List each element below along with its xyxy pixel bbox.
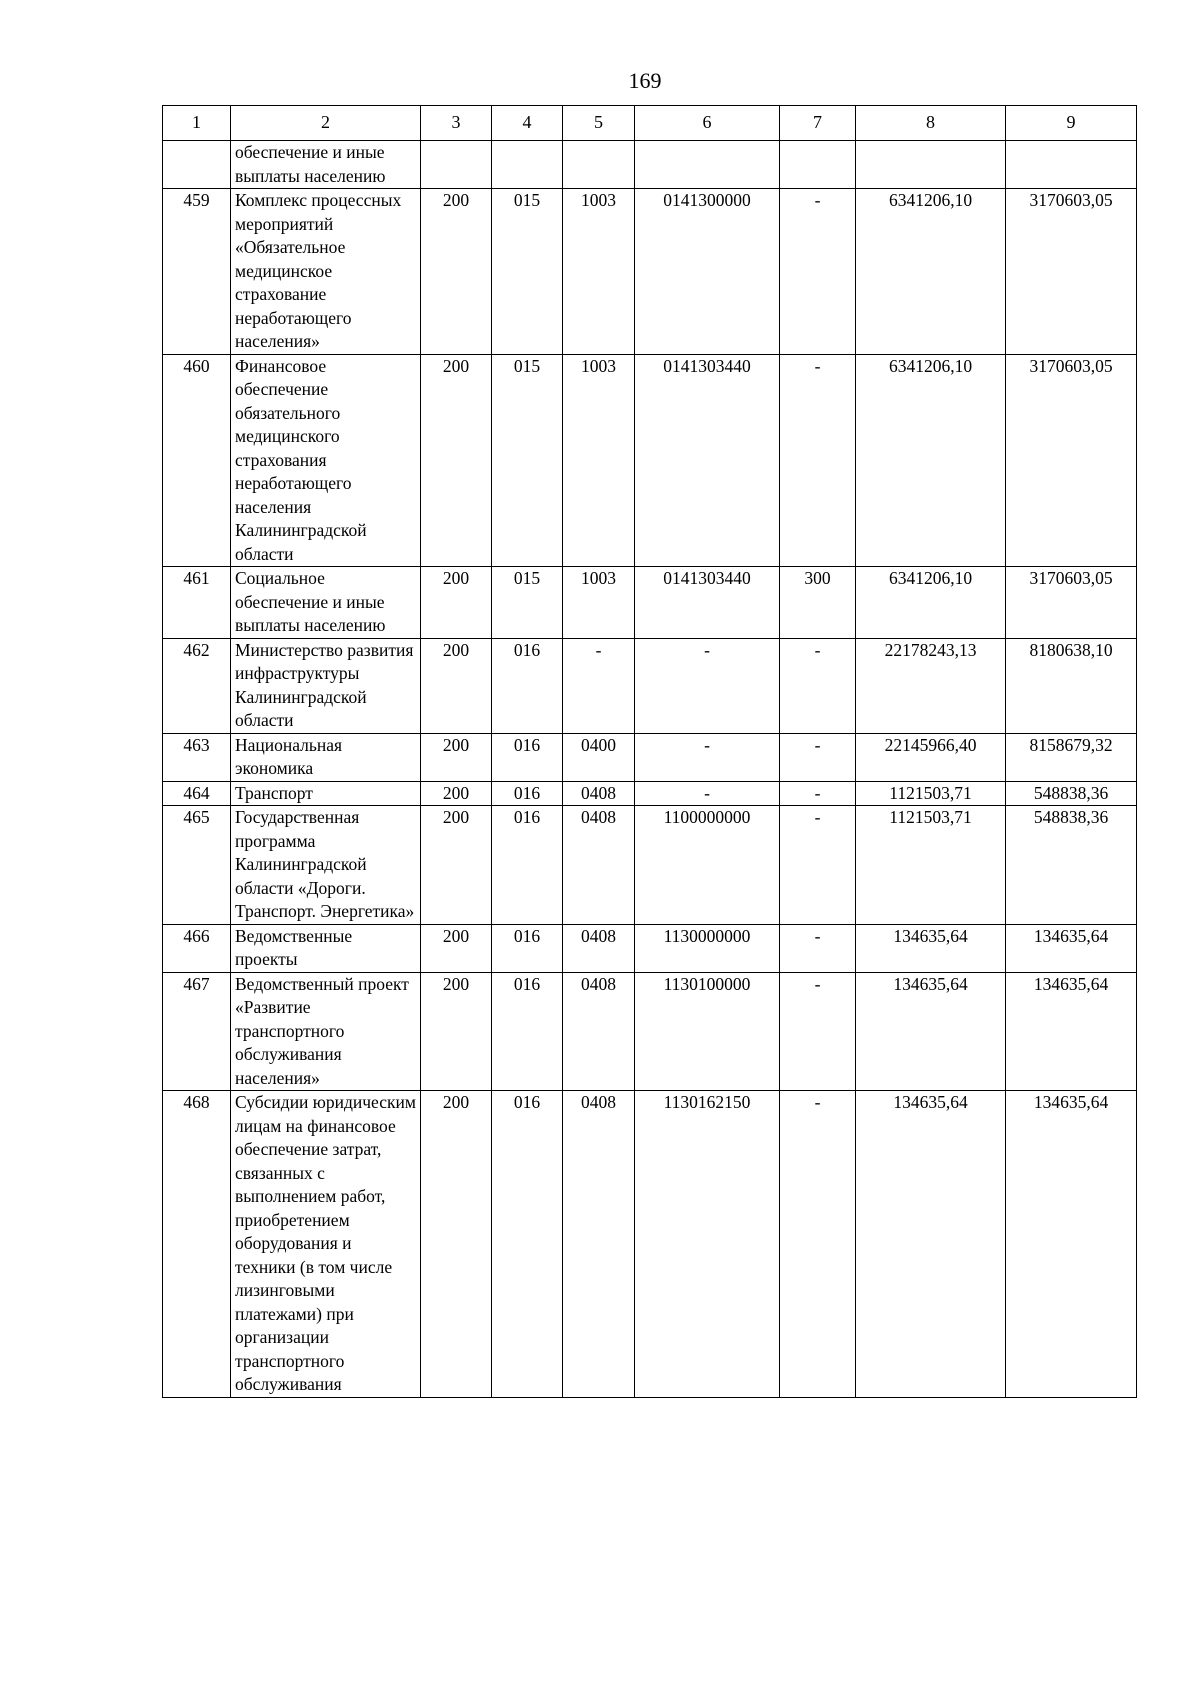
row-name: Транспорт xyxy=(231,781,421,806)
table-row xyxy=(163,924,1137,972)
row-name: Национальная экономика xyxy=(231,733,421,781)
col5-value xyxy=(563,141,635,189)
col7-value: 300 xyxy=(780,567,856,639)
column-header: 3 xyxy=(421,106,492,141)
col6-value: 0141303440 xyxy=(635,354,780,567)
table-row xyxy=(163,781,1137,806)
col5-value: 1003 xyxy=(563,567,635,639)
col9-value: 548838,36 xyxy=(1006,781,1137,806)
col6-value: 1100000000 xyxy=(635,806,780,925)
col5-value: 0408 xyxy=(563,972,635,1091)
col6-value: - xyxy=(635,733,780,781)
col4-value: 016 xyxy=(492,972,563,1091)
col9-value: 8158679,32 xyxy=(1006,733,1137,781)
col8-value: 6341206,10 xyxy=(856,189,1006,355)
row-number: 466 xyxy=(163,924,231,972)
col8-value: 134635,64 xyxy=(856,924,1006,972)
col5-value: 0408 xyxy=(563,1091,635,1398)
col6-value: 1130162150 xyxy=(635,1091,780,1398)
col9-value: 3170603,05 xyxy=(1006,189,1137,355)
table-row xyxy=(163,189,1137,355)
col6-value xyxy=(635,141,780,189)
col5-value: 0400 xyxy=(563,733,635,781)
col9-value: 8180638,10 xyxy=(1006,638,1137,733)
row-name: Ведомственные проекты xyxy=(231,924,421,972)
col3-value: 200 xyxy=(421,733,492,781)
column-header: 5 xyxy=(563,106,635,141)
table-row xyxy=(163,733,1137,781)
col4-value xyxy=(492,141,563,189)
col3-value: 200 xyxy=(421,638,492,733)
col4-value: 016 xyxy=(492,924,563,972)
column-header: 8 xyxy=(856,106,1006,141)
row-name: Государственная программа Калининградской области «Дороги. Транспорт. Энергетика» xyxy=(231,806,421,925)
col4-value: 015 xyxy=(492,189,563,355)
col3-value xyxy=(421,141,492,189)
col8-value: 22178243,13 xyxy=(856,638,1006,733)
col3-value: 200 xyxy=(421,189,492,355)
col9-value: 548838,36 xyxy=(1006,806,1137,925)
col9-value: 3170603,05 xyxy=(1006,567,1137,639)
col7-value: - xyxy=(780,638,856,733)
row-name: Ведомственный проект «Развитие транспортного обслуживания населения» xyxy=(231,972,421,1091)
col7-value: - xyxy=(780,1091,856,1398)
col3-value: 200 xyxy=(421,972,492,1091)
table-row xyxy=(163,141,1137,189)
col9-value: 134635,64 xyxy=(1006,1091,1137,1398)
col4-value: 016 xyxy=(492,781,563,806)
row-number: 467 xyxy=(163,972,231,1091)
col5-value: - xyxy=(563,638,635,733)
col7-value: - xyxy=(780,781,856,806)
col4-value: 016 xyxy=(492,1091,563,1398)
col7-value: - xyxy=(780,924,856,972)
row-number xyxy=(163,141,231,189)
row-number: 464 xyxy=(163,781,231,806)
col8-value: 6341206,10 xyxy=(856,567,1006,639)
row-name: Финансовое обеспечение обязательного медицинского страхования неработающего населения Калининградской области xyxy=(231,354,421,567)
row-name: Министерство развития инфраструктуры Калининградской области xyxy=(231,638,421,733)
col6-value: 1130100000 xyxy=(635,972,780,1091)
row-name: Комплекс процессных мероприятий «Обязательное медицинское страхование неработающего населения» xyxy=(231,189,421,355)
row-name: обеспечение и иные выплаты населению xyxy=(231,141,421,189)
col6-value: 1130000000 xyxy=(635,924,780,972)
page-number: 169 xyxy=(628,68,662,93)
col9-value: 3170603,05 xyxy=(1006,354,1137,567)
col3-value: 200 xyxy=(421,806,492,925)
col3-value: 200 xyxy=(421,924,492,972)
col4-value: 015 xyxy=(492,567,563,639)
column-header: 7 xyxy=(780,106,856,141)
col3-value: 200 xyxy=(421,354,492,567)
row-number: 463 xyxy=(163,733,231,781)
col8-value: 134635,64 xyxy=(856,1091,1006,1398)
row-number: 461 xyxy=(163,567,231,639)
col4-value: 016 xyxy=(492,638,563,733)
col6-value: 0141303440 xyxy=(635,567,780,639)
col8-value: 1121503,71 xyxy=(856,806,1006,925)
table-row xyxy=(163,972,1137,1091)
col8-value: 134635,64 xyxy=(856,972,1006,1091)
column-header: 9 xyxy=(1006,106,1137,141)
col5-value: 0408 xyxy=(563,781,635,806)
table-row xyxy=(163,638,1137,733)
column-header: 1 xyxy=(163,106,231,141)
table-row xyxy=(163,1091,1137,1398)
col3-value: 200 xyxy=(421,1091,492,1398)
col9-value xyxy=(1006,141,1137,189)
column-header: 2 xyxy=(231,106,421,141)
col9-value: 134635,64 xyxy=(1006,924,1137,972)
col5-value: 0408 xyxy=(563,924,635,972)
col7-value: - xyxy=(780,806,856,925)
table-row xyxy=(163,354,1137,567)
col3-value: 200 xyxy=(421,781,492,806)
col7-value xyxy=(780,141,856,189)
col7-value: - xyxy=(780,972,856,1091)
header-row xyxy=(163,106,1137,141)
table-row xyxy=(163,567,1137,639)
col4-value: 015 xyxy=(492,354,563,567)
col7-value: - xyxy=(780,189,856,355)
col7-value: - xyxy=(780,733,856,781)
col6-value: - xyxy=(635,638,780,733)
row-number: 468 xyxy=(163,1091,231,1398)
col5-value: 0408 xyxy=(563,806,635,925)
col4-value: 016 xyxy=(492,733,563,781)
col8-value: 6341206,10 xyxy=(856,354,1006,567)
col5-value: 1003 xyxy=(563,354,635,567)
col7-value: - xyxy=(780,354,856,567)
budget-table xyxy=(162,105,1137,1398)
col6-value: - xyxy=(635,781,780,806)
row-name: Социальное обеспечение и иные выплаты населению xyxy=(231,567,421,639)
col3-value: 200 xyxy=(421,567,492,639)
row-name: Субсидии юридическим лицам на финансовое обеспечение затрат, связанных с выполнением работ, приобретением оборудования и техники (в том числе лизинговыми платежами) при организации транспортного обслуживания xyxy=(231,1091,421,1398)
col6-value: 0141300000 xyxy=(635,189,780,355)
column-header: 6 xyxy=(635,106,780,141)
col8-value: 22145966,40 xyxy=(856,733,1006,781)
col4-value: 016 xyxy=(492,806,563,925)
col8-value xyxy=(856,141,1006,189)
column-header: 4 xyxy=(492,106,563,141)
col5-value: 1003 xyxy=(563,189,635,355)
row-number: 460 xyxy=(163,354,231,567)
row-number: 462 xyxy=(163,638,231,733)
row-number: 459 xyxy=(163,189,231,355)
col9-value: 134635,64 xyxy=(1006,972,1137,1091)
table-row xyxy=(163,806,1137,925)
row-number: 465 xyxy=(163,806,231,925)
col8-value: 1121503,71 xyxy=(856,781,1006,806)
